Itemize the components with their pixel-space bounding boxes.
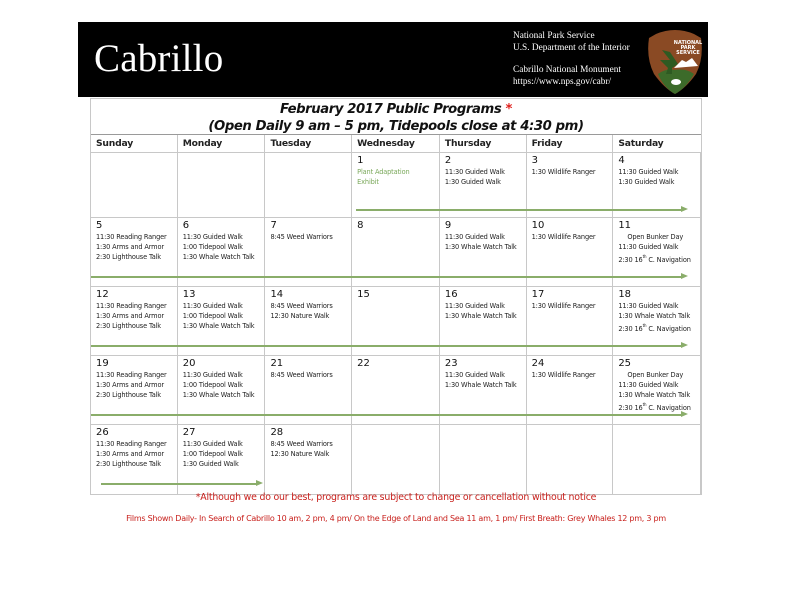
dow-tuesday: Tuesday xyxy=(265,135,352,152)
day-cell-empty xyxy=(352,425,440,494)
dow-wednesday: Wednesday xyxy=(352,135,440,152)
park-name: Cabrillo xyxy=(94,37,224,80)
event: 1:30 Guided Walk xyxy=(182,460,239,468)
event: 1:30 Whale Watch Talk xyxy=(444,243,517,251)
event: 2:30 Lighthouse Talk xyxy=(96,391,161,399)
svg-text:PARK: PARK xyxy=(680,45,696,51)
department-line: U.S. Department of the Interior xyxy=(513,42,630,53)
event: 1:30 Whale Watch Talk xyxy=(618,312,691,320)
day-number: 8 xyxy=(357,220,364,231)
dow-monday: Monday xyxy=(178,135,266,152)
exhibit-span-arrow xyxy=(91,345,682,347)
event: 2:30 Lighthouse Talk xyxy=(96,253,161,261)
event: 12:30 Nature Walk xyxy=(270,312,330,320)
event: 1:30 Arms and Armor xyxy=(96,312,164,320)
event: 1:30 Arms and Armor xyxy=(96,243,164,251)
day-cell xyxy=(352,153,440,217)
event: 8:45 Weed Warriors xyxy=(270,302,333,310)
url-line: https://www.nps.gov/cabr/ xyxy=(513,76,612,87)
day-number: 14 xyxy=(270,289,284,300)
event: 1:30 Whale Watch Talk xyxy=(444,312,517,320)
day-cell xyxy=(527,153,614,217)
agency-line: National Park Service xyxy=(513,31,595,41)
event: 1:30 Arms and Armor xyxy=(96,381,164,389)
day-number: 2 xyxy=(444,155,452,166)
svg-text:NATIONAL: NATIONAL xyxy=(673,40,703,46)
event: 11:30 Guided Walk xyxy=(444,371,505,379)
event: 11:30 Guided Walk xyxy=(618,381,679,389)
disclaimer-notice: *Although we do our best, programs are subject to change or cancellation without notice xyxy=(195,492,597,503)
day-number: 22 xyxy=(357,358,370,369)
event: 1:30 Whale Watch Talk xyxy=(182,253,255,261)
day-number: 13 xyxy=(182,289,196,300)
exhibit-span-arrow xyxy=(101,483,257,485)
event: 1:00 Tidepool Walk xyxy=(182,450,243,458)
event: 11:30 Guided Walk xyxy=(618,168,679,176)
event: 1:00 Tidepool Walk xyxy=(182,381,243,389)
event: 1:30 Wildlife Ranger xyxy=(531,233,596,241)
event: 1:00 Tidepool Walk xyxy=(182,312,243,320)
day-number: 19 xyxy=(96,358,109,369)
films-notice: Films Shown Daily- In Search of Cabrillo 10 am, 2 pm, 4 pm/ On the Edge of Land and Sea 11 am, 1 pm/ First Breath: Grey Whales 12 pm, 3 pm xyxy=(126,514,666,523)
dow-thursday: Thursday xyxy=(440,135,527,152)
day-number: 6 xyxy=(182,220,190,231)
exhibit-span-arrow xyxy=(91,414,682,416)
calendar-table xyxy=(90,98,702,495)
day-number: 25 xyxy=(618,358,632,369)
nps-arrowhead-logo-icon xyxy=(646,28,704,94)
day-number: 24 xyxy=(531,358,545,369)
title-asterisk: * xyxy=(505,102,512,117)
event: 1:30 Whale Watch Talk xyxy=(618,391,691,399)
event: 8:45 Weed Warriors xyxy=(270,233,333,241)
day-number: 9 xyxy=(444,220,452,231)
day-number: 12 xyxy=(96,289,109,300)
event: 2:30 16th C. Navigation xyxy=(618,323,691,333)
event: 11:30 Guided Walk xyxy=(618,302,679,310)
day-number: 1 xyxy=(357,155,364,166)
day-number: 16 xyxy=(444,289,458,300)
event-exhibit: Exhibit xyxy=(357,178,379,186)
event: 1:30 Guided Walk xyxy=(444,178,501,186)
event: 11:30 Guided Walk xyxy=(618,243,679,251)
event: 1:30 Wildlife Ranger xyxy=(531,371,596,379)
event: 11:30 Guided Walk xyxy=(444,233,505,241)
day-number: 3 xyxy=(531,155,538,166)
week-row-4 xyxy=(91,356,701,425)
event-special: Open Bunker Day xyxy=(627,233,684,241)
day-number: 28 xyxy=(270,427,284,438)
day-cell-empty xyxy=(265,153,352,217)
dow-sunday: Sunday xyxy=(91,135,178,152)
day-cell-empty xyxy=(527,425,614,494)
day-number: 27 xyxy=(182,427,196,438)
event: 2:30 16th C. Navigation xyxy=(618,254,691,264)
day-cell-empty xyxy=(178,153,266,217)
event: 11:30 Reading Ranger xyxy=(96,440,167,448)
event: 2:30 Lighthouse Talk xyxy=(96,460,161,468)
day-number: 17 xyxy=(531,289,545,300)
event: 11:30 Guided Walk xyxy=(182,371,243,379)
day-number: 18 xyxy=(618,289,632,300)
event: 2:30 16th C. Navigation xyxy=(618,402,691,412)
event: 1:30 Wildlife Ranger xyxy=(531,168,596,176)
agency-info xyxy=(513,31,630,88)
calendar-title: February 2017 Public Programs xyxy=(280,102,502,117)
event: 11:30 Guided Walk xyxy=(182,440,243,448)
day-cell-empty xyxy=(91,153,178,217)
event: 11:30 Guided Walk xyxy=(444,302,505,310)
calendar-subtitle: (Open Daily 9 am – 5 pm, Tidepools close at 4:30 pm) xyxy=(208,119,584,134)
day-number: 5 xyxy=(96,220,103,231)
event: 2:30 Lighthouse Talk xyxy=(96,322,161,330)
week-row-5 xyxy=(91,425,701,494)
week-row-2 xyxy=(91,218,701,287)
dow-friday: Friday xyxy=(527,135,614,152)
event-special: Open Bunker Day xyxy=(627,371,684,379)
event: 1:00 Tidepool Walk xyxy=(182,243,243,251)
event: 1:30 Wildlife Ranger xyxy=(531,302,596,310)
event: 8:45 Weed Warriors xyxy=(270,371,333,379)
day-number: 20 xyxy=(182,358,196,369)
day-cell-empty xyxy=(613,425,701,494)
day-number: 15 xyxy=(357,289,370,300)
event: 11:30 Guided Walk xyxy=(444,168,505,176)
day-number: 11 xyxy=(618,220,632,231)
event: 11:30 Reading Ranger xyxy=(96,302,167,310)
day-number: 21 xyxy=(270,358,284,369)
event: 1:30 Whale Watch Talk xyxy=(182,391,255,399)
week-row-1 xyxy=(91,153,701,218)
exhibit-span-arrow xyxy=(91,276,682,278)
dow-saturday: Saturday xyxy=(618,138,664,149)
event: 11:30 Guided Walk xyxy=(182,302,243,310)
calendar-header xyxy=(91,99,701,135)
event: 1:30 Whale Watch Talk xyxy=(444,381,517,389)
day-number: 23 xyxy=(444,358,458,369)
header-banner xyxy=(78,22,708,97)
monument-line: Cabrillo National Monument xyxy=(513,65,621,75)
week-row-3 xyxy=(91,287,701,356)
day-number: 10 xyxy=(531,220,545,231)
event: 1:30 Arms and Armor xyxy=(96,450,164,458)
event: 12:30 Nature Walk xyxy=(270,450,330,458)
event: 1:30 Guided Walk xyxy=(618,178,675,186)
event: 11:30 Guided Walk xyxy=(182,233,243,241)
event-exhibit: Plant Adaptation xyxy=(357,168,410,176)
exhibit-span-arrow xyxy=(356,209,682,211)
event: 11:30 Reading Ranger xyxy=(96,371,167,379)
event: 8:45 Weed Warriors xyxy=(270,440,333,448)
day-cell xyxy=(265,425,352,494)
event: 11:30 Reading Ranger xyxy=(96,233,167,241)
days-of-week-row xyxy=(91,135,701,153)
event: 1:30 Whale Watch Talk xyxy=(182,322,255,330)
day-number: 4 xyxy=(618,155,625,166)
svg-text:SERVICE: SERVICE xyxy=(676,50,700,56)
day-cell-empty xyxy=(440,425,527,494)
day-number: 26 xyxy=(96,427,109,438)
day-number: 7 xyxy=(270,220,277,231)
day-cell xyxy=(440,153,527,217)
